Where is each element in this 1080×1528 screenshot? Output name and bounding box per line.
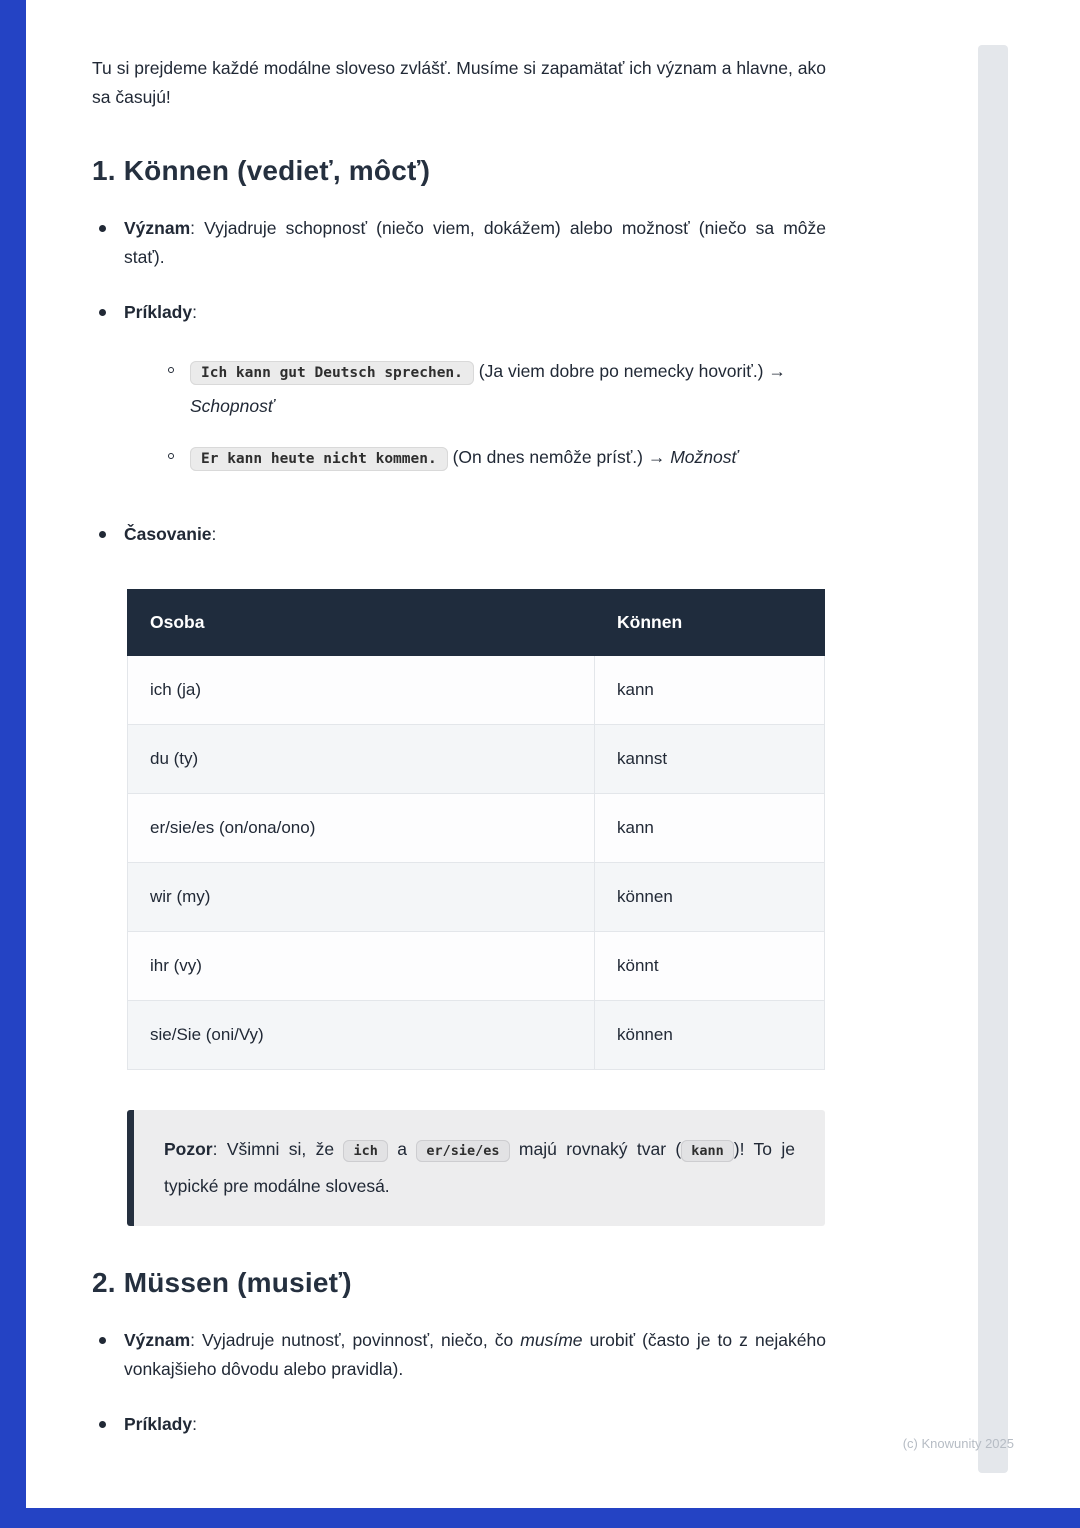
form-cell: kannst	[595, 725, 825, 794]
casovanie-label: Časovanie	[124, 524, 212, 544]
person-cell: er/sie/es (on/ona/ono)	[128, 794, 595, 863]
table-row	[128, 794, 825, 863]
table-row	[128, 656, 825, 725]
bullet-dot-icon	[92, 298, 124, 494]
vyznam-text: Význam: Vyjadruje nutnosť, povinnosť, niečo, čo musíme urobiť (často je to z nejakého vonkajšieho dôvodu alebo pravidla).	[124, 1330, 826, 1379]
person-cell: wir (my)	[128, 863, 595, 932]
copyright-footer: (c) Knowunity 2025	[902, 1436, 1014, 1451]
circle-bullet-icon	[168, 441, 190, 476]
form-cell: kann	[595, 794, 825, 863]
section1-bullet-list	[92, 214, 826, 549]
person-cell: ich (ja)	[128, 656, 595, 725]
priklady-text: Príklady: Ich kann gut Deutsch sprechen. (Ja viem dobre po nemecky hovoriť.) → Schopnosť Er kann heute nicht kommen. (On dnes nemôže prísť.) → Možnosť	[124, 298, 826, 494]
example-item	[168, 355, 826, 423]
circle-bullet-icon	[168, 355, 190, 423]
pozor-label: Pozor	[164, 1139, 213, 1159]
person-cell: sie/Sie (oni/Vy)	[128, 1001, 595, 1070]
german-sentence-code: Ich kann gut Deutsch sprechen.	[190, 361, 474, 385]
form-cell: könnt	[595, 932, 825, 1001]
priklady-text: Príklady:	[124, 1414, 197, 1434]
emphasis-word: musíme	[520, 1330, 583, 1350]
table-row	[128, 932, 825, 1001]
form-cell: können	[595, 863, 825, 932]
example-translation: (Ja viem dobre po nemecky hovoriť.) →	[473, 361, 786, 381]
german-sentence-code: Er kann heute nicht kommen.	[190, 447, 448, 471]
table-row	[128, 725, 825, 794]
example-translation: (On dnes nemôže prísť.) →	[447, 447, 671, 467]
vyznam-label: Význam	[124, 218, 191, 238]
pronoun-code: ich	[343, 1140, 387, 1162]
col-header-osoba: Osoba	[128, 590, 595, 656]
vyznam-text: Význam: Vyjadruje schopnosť (niečo viem, dokážem) alebo možnosť (niečo sa môže stať).	[124, 218, 826, 267]
left-accent-bar	[0, 0, 26, 1528]
pozor-callout: Pozor: Všimni si, že ich a er/sie/es majú rovnaký tvar ( kann )! To je typické pre modálne slovesá.	[127, 1110, 825, 1226]
document-content	[92, 54, 826, 1465]
bullet-dot-icon	[92, 1326, 124, 1384]
vyznam-item	[92, 1326, 826, 1384]
person-cell: du (ty)	[128, 725, 595, 794]
priklady-label: Príklady	[124, 1414, 193, 1434]
example-tag: Možnosť	[670, 447, 738, 467]
section2-bullet-list	[92, 1326, 826, 1439]
casovanie-text: Časovanie:	[124, 524, 217, 544]
intro-paragraph: Tu si prejdeme každé modálne sloveso zvlášť. Musíme si zapamätať ich význam a hlavne, ako sa časujú!	[92, 58, 826, 107]
priklady-item	[92, 1410, 826, 1439]
section1-heading: 1. Können (vedieť, môcť)	[92, 155, 431, 186]
scrollbar-thumb[interactable]	[978, 45, 1008, 1473]
table-header-row	[128, 590, 825, 656]
form-cell: können	[595, 1001, 825, 1070]
form-cell: kann	[595, 656, 825, 725]
vyznam-label: Význam	[124, 1330, 191, 1350]
bullet-dot-icon	[92, 1410, 124, 1439]
table-row	[128, 1001, 825, 1070]
priklady-item	[92, 298, 826, 494]
example-item	[168, 441, 826, 476]
examples-list	[168, 355, 826, 476]
pronoun-code: er/sie/es	[416, 1140, 509, 1162]
conjugation-table	[127, 589, 825, 1070]
vyznam-item	[92, 214, 826, 272]
example-tag: Schopnosť	[190, 396, 275, 416]
table-row	[128, 863, 825, 932]
section2-heading: 2. Müssen (musieť)	[92, 1267, 352, 1298]
bullet-dot-icon	[92, 520, 124, 549]
col-header-konnen: Können	[595, 590, 825, 656]
casovanie-item	[92, 520, 826, 549]
bottom-accent-bar	[0, 1508, 1080, 1528]
person-cell: ihr (vy)	[128, 932, 595, 1001]
bullet-dot-icon	[92, 214, 124, 272]
verb-form-code: kann	[681, 1140, 734, 1162]
priklady-label: Príklady	[124, 302, 193, 322]
